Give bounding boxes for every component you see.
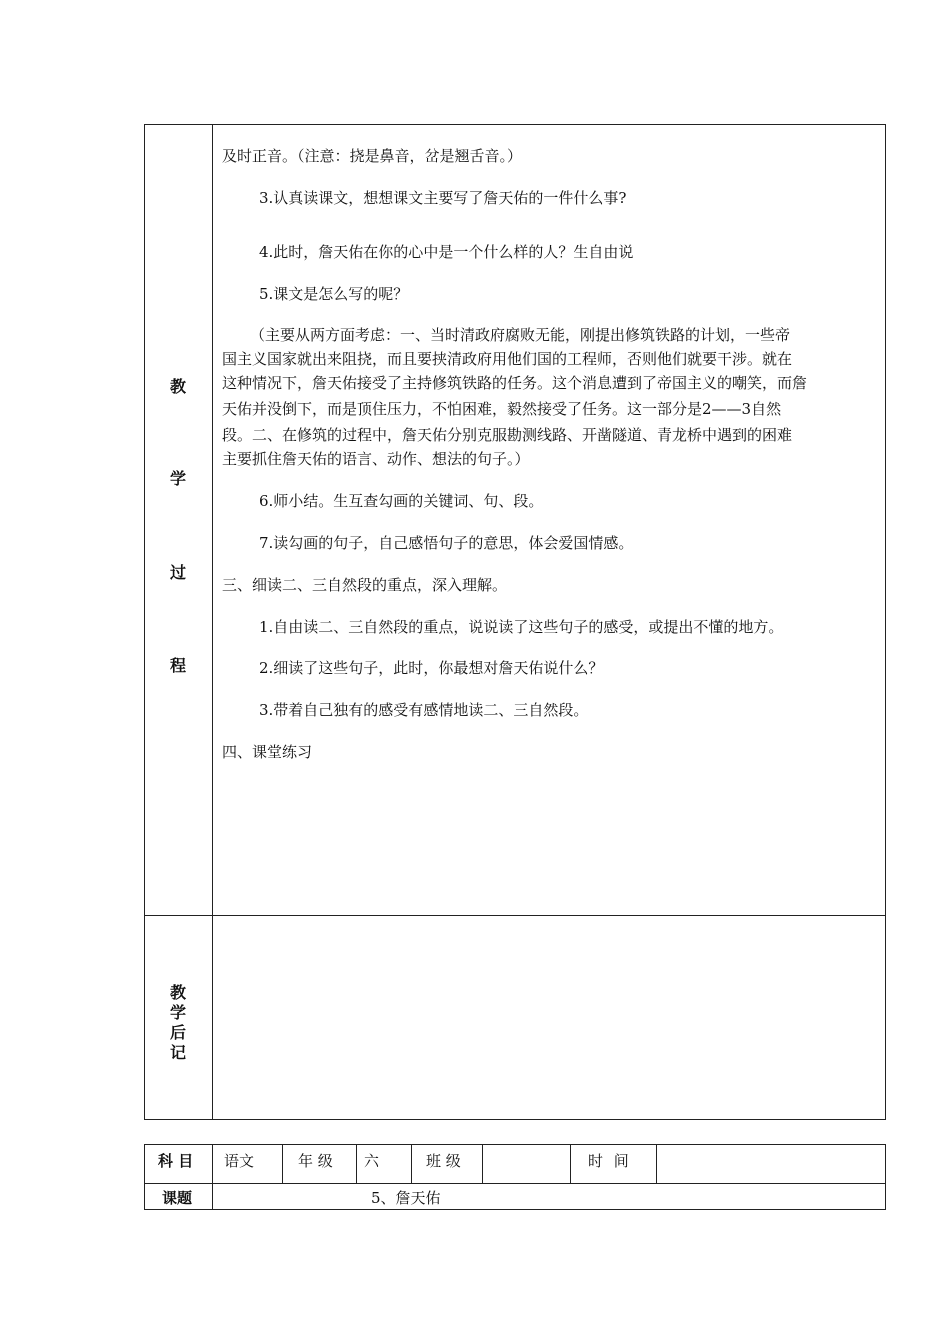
process-line: 主要抓住詹天佑的语言、动作、想法的句子。） bbox=[222, 450, 530, 468]
grade-value: 六 bbox=[364, 1152, 380, 1170]
table-divider bbox=[212, 1144, 213, 1210]
topic-label: 课题 bbox=[162, 1189, 193, 1207]
time-label: 时 间 bbox=[588, 1152, 629, 1170]
subject-label: 科 目 bbox=[158, 1152, 194, 1170]
table-divider bbox=[212, 124, 213, 1120]
table-divider bbox=[482, 1144, 483, 1183]
process-line: 5.课文是怎么写的呢？ bbox=[259, 285, 409, 303]
table-divider bbox=[570, 1144, 571, 1183]
table-divider bbox=[411, 1144, 412, 1183]
table-divider bbox=[144, 915, 886, 916]
process-label-char: 学 bbox=[169, 469, 186, 488]
afterword-label: 教学后记 bbox=[169, 983, 186, 1062]
process-line: 7.读勾画的句子，自己感悟句子的意思，体会爱国情感。 bbox=[259, 534, 634, 552]
process-label-char: 程 bbox=[169, 656, 186, 675]
process-line: 3.认真读课文，想想课文主要写了詹天佑的一件什么事? bbox=[259, 189, 627, 207]
process-line: 1.自由读二、三自然段的重点，说说读了这些句子的感受，或提出不懂的地方。 bbox=[259, 618, 784, 636]
topic-value: 5、詹天佑 bbox=[371, 1189, 441, 1207]
process-line: 这种情况下，詹天佑接受了主持修筑铁路的任务。这个消息遭到了帝国主义的嘲笑，而詹 bbox=[222, 374, 808, 392]
table-divider bbox=[356, 1144, 357, 1183]
process-line: 天佑并没倒下，而是顶住压力，不怕困难，毅然接受了任务。这一部分是2——3自然 bbox=[222, 400, 782, 418]
process-line: 三、细读二、三自然段的重点，深入理解。 bbox=[222, 576, 508, 594]
process-label-char: 过 bbox=[169, 563, 186, 582]
process-line: 及时正音。（注意：挠是鼻音，岔是翘舌音。） bbox=[222, 147, 523, 165]
subject-value: 语文 bbox=[224, 1152, 255, 1170]
lesson-header-table bbox=[144, 1144, 886, 1210]
process-line: 国主义国家就出来阻挠，而且要挟清政府用他们国的工程师，否则他们就要干涉。就在 bbox=[222, 350, 793, 368]
process-line: 3.带着自己独有的感受有感情地读二、三自然段。 bbox=[259, 701, 589, 719]
process-line: 四、课堂练习 bbox=[222, 743, 313, 761]
process-line: 段。二、在修筑的过程中，詹天佑分别克服勘测线路、开凿隧道、青龙桥中遇到的困难 bbox=[222, 426, 793, 444]
process-label-char: 教 bbox=[169, 377, 186, 396]
table-divider bbox=[282, 1144, 283, 1183]
table-divider bbox=[656, 1144, 657, 1183]
process-line: （主要从两方面考虑：一、当时清政府腐败无能，刚提出修筑铁路的计划，一些帝 bbox=[250, 326, 791, 344]
grade-label: 年 级 bbox=[298, 1152, 333, 1170]
class-label: 班 级 bbox=[426, 1152, 461, 1170]
process-line: 2.细读了这些句子，此时，你最想对詹天佑说什么？ bbox=[259, 659, 604, 677]
process-line: 6.师小结。生互查勾画的关键词、句、段。 bbox=[259, 492, 544, 510]
process-line: 4.此时，詹天佑在你的心中是一个什么样的人？生自由说 bbox=[259, 243, 634, 261]
table-divider bbox=[144, 1183, 886, 1184]
